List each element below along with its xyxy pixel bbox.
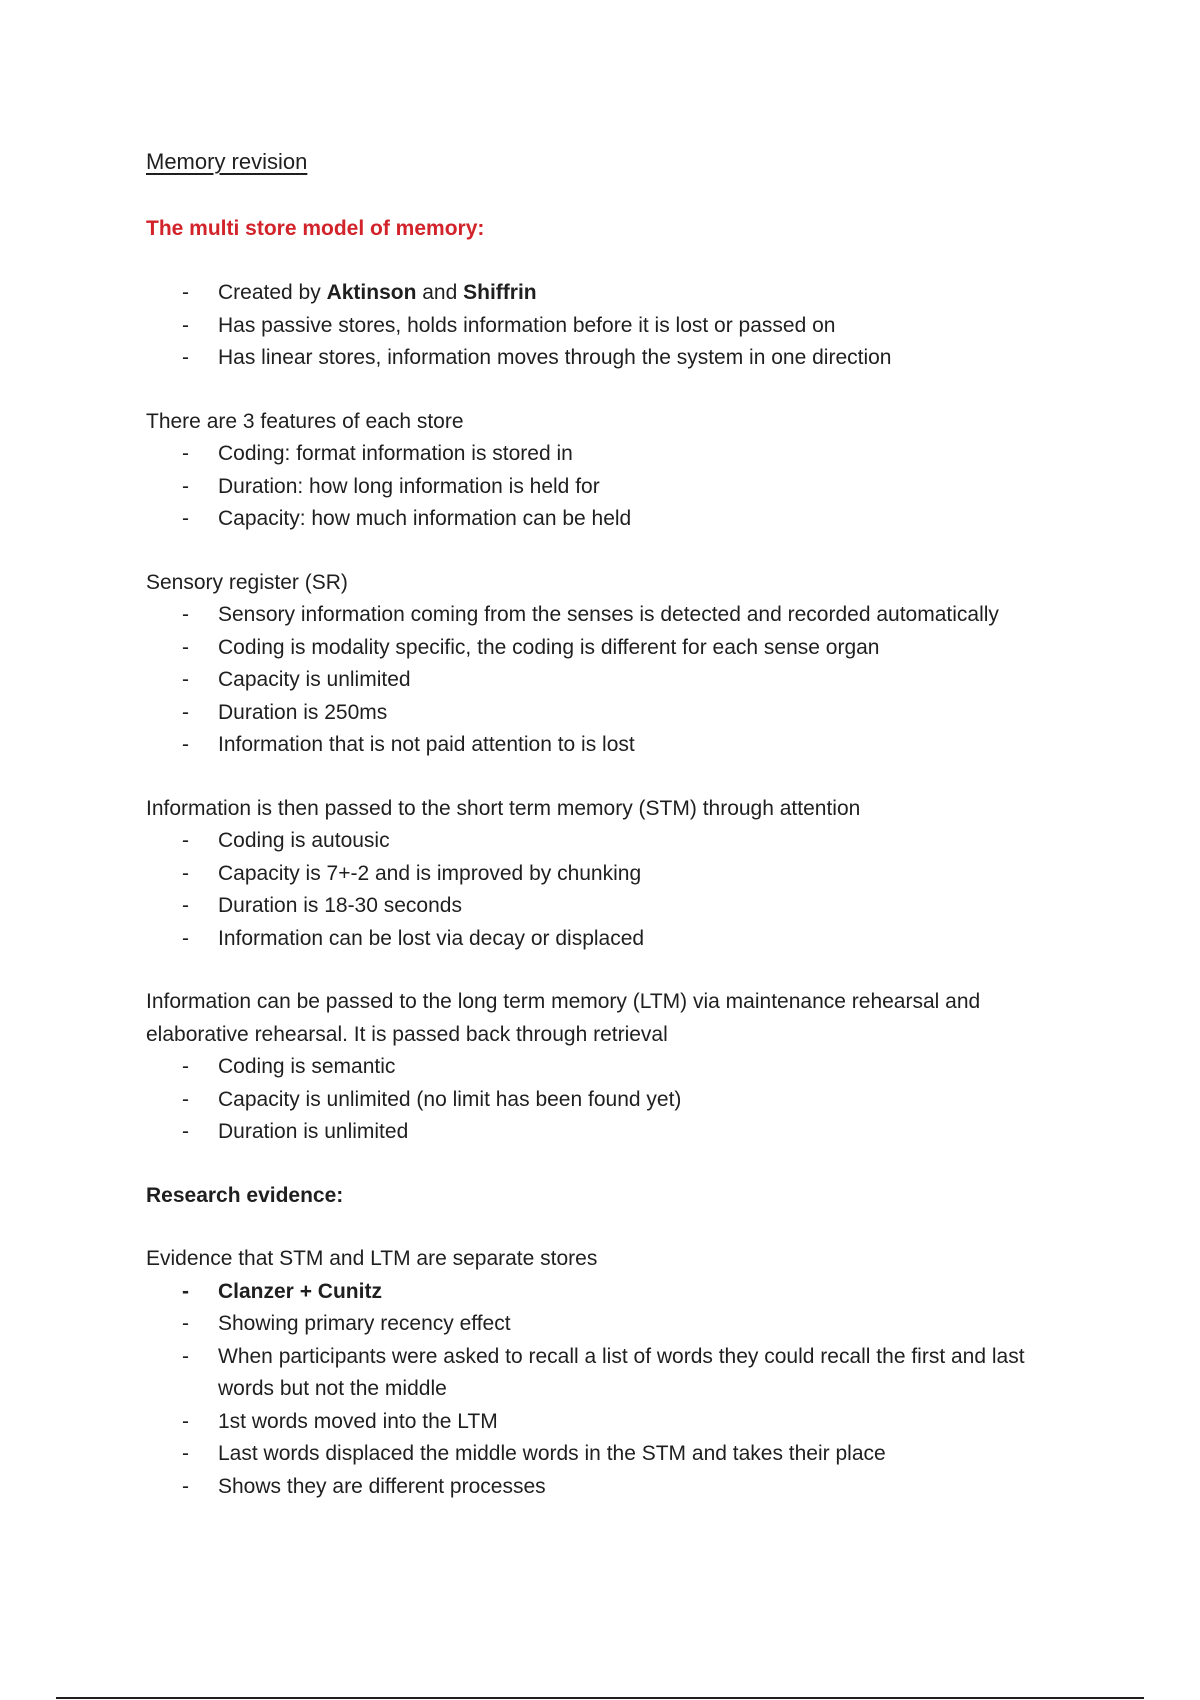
footer-rule (56, 1697, 1144, 1699)
author-aktinson: Aktinson (326, 281, 417, 304)
dash-bullet: - (182, 1474, 189, 1498)
ltm-section (146, 986, 1076, 1149)
page-title: Memory revision (146, 149, 308, 174)
ltm-intro: Information can be passed to the long term memory (LTM) via maintenance rehearsal and elaborative rehearsal. It is passed back through retrieval (146, 990, 981, 1046)
list-item-text: Information that is not paid attention to is lost (218, 733, 635, 756)
dash-bullet: - (182, 1120, 189, 1143)
document-body (146, 146, 1076, 1503)
list-item (146, 1471, 1076, 1504)
list-item-text: 1st words moved into the LTM (218, 1409, 498, 1433)
dash-bullet: - (182, 313, 189, 337)
dash-bullet: - (182, 281, 189, 304)
list-item (146, 503, 1076, 536)
list-item (146, 1051, 1076, 1084)
list-item (146, 471, 1076, 504)
list-item (146, 858, 1076, 891)
sensory-register-list (146, 599, 1076, 762)
list-item-text: Showing primary recency effect (218, 1312, 511, 1335)
list-item-text: Capacity is unlimited (no limit has been found yet) (218, 1087, 682, 1111)
list-item (146, 1116, 1076, 1149)
dash-bullet: - (182, 926, 189, 950)
features-intro: There are 3 features of each store (146, 409, 464, 433)
list-item-text: Duration is 18-30 seconds (218, 894, 462, 917)
dash-bullet: - (182, 1312, 189, 1335)
list-item-text: Has linear stores, information moves through the system in one direction (218, 346, 892, 369)
list-item (146, 1438, 1076, 1471)
list-item (146, 1276, 1076, 1309)
list-item-text: Sensory information coming from the senses is detected and recorded automatically (218, 603, 999, 626)
list-item (146, 1341, 1076, 1406)
features-section (146, 406, 1076, 536)
list-item (146, 890, 1076, 923)
stm-intro: Information is then passed to the short term memory (STM) through attention (146, 796, 861, 820)
stm-list (146, 825, 1076, 955)
list-item (146, 310, 1076, 343)
research-section (146, 1243, 1076, 1503)
dash-bullet: - (182, 1344, 189, 1368)
list-item (146, 697, 1076, 730)
list-item-text: Capacity: how much information can be held (218, 507, 632, 530)
list-item-text: Has passive stores, holds information before it is lost or passed on (218, 313, 836, 337)
sensory-register-section (146, 567, 1076, 762)
dash-bullet: - (182, 700, 189, 724)
dash-bullet: - (182, 668, 189, 691)
list-item (146, 277, 1076, 310)
list-item-text: Coding is semantic (218, 1055, 396, 1078)
dash-bullet: - (182, 733, 189, 756)
dash-bullet: - (182, 829, 189, 852)
list-item (146, 1406, 1076, 1439)
list-item (146, 825, 1076, 858)
list-item-text: Duration: how long information is held for (218, 474, 600, 498)
list-item (146, 1084, 1076, 1117)
model-heading: The multi store model of memory: (146, 216, 485, 240)
dash-bullet: - (182, 507, 189, 530)
list-item (146, 342, 1076, 375)
list-item (146, 729, 1076, 762)
list-item (146, 664, 1076, 697)
overview-section (146, 277, 1076, 375)
stm-section (146, 793, 1076, 956)
dash-bullet: - (182, 894, 189, 917)
list-item-text: Information can be lost via decay or displaced (218, 926, 645, 950)
sensory-register-intro: Sensory register (SR) (146, 570, 348, 594)
list-item (146, 632, 1076, 665)
dash-bullet: - (182, 635, 189, 659)
created-and: and (416, 281, 464, 304)
list-item (146, 1308, 1076, 1341)
list-item-text: Capacity is unlimited (218, 668, 411, 691)
dash-bullet: - (182, 474, 189, 498)
list-item (146, 923, 1076, 956)
list-item-text: Coding: format information is stored in (218, 442, 573, 465)
list-item-text: Shows they are different processes (218, 1474, 546, 1498)
dash-bullet: - (182, 1442, 189, 1465)
created-prefix: Created by (218, 281, 327, 304)
dash-bullet: - (182, 1279, 189, 1303)
dash-bullet: - (182, 1087, 189, 1111)
study-name: Clanzer + Cunitz (218, 1279, 382, 1303)
dash-bullet: - (182, 1055, 189, 1078)
list-item-text: Capacity is 7+-2 and is improved by chunking (218, 861, 642, 885)
dash-bullet: - (182, 861, 189, 885)
list-item (146, 438, 1076, 471)
list-item-text: Duration is unlimited (218, 1120, 409, 1143)
ltm-list (146, 1051, 1076, 1149)
dash-bullet: - (182, 1409, 189, 1433)
research-heading: Research evidence: (146, 1183, 344, 1207)
author-shiffrin: Shiffrin (463, 281, 537, 304)
dash-bullet: - (182, 442, 189, 465)
list-item-text: When participants were asked to recall a list of words they could recall the first and last words but not the middle (218, 1344, 1025, 1400)
overview-list (146, 277, 1076, 375)
dash-bullet: - (182, 603, 189, 626)
features-list (146, 438, 1076, 536)
list-item-text: Duration is 250ms (218, 700, 388, 724)
list-item (146, 599, 1076, 632)
list-item-text: Coding is modality specific, the coding is different for each sense organ (218, 635, 880, 659)
dash-bullet: - (182, 346, 189, 369)
list-item-text: Last words displaced the middle words in the STM and takes their place (218, 1442, 886, 1465)
research-list (146, 1276, 1076, 1504)
list-item-text: Coding is autousic (218, 829, 390, 852)
research-intro: Evidence that STM and LTM are separate stores (146, 1247, 598, 1270)
